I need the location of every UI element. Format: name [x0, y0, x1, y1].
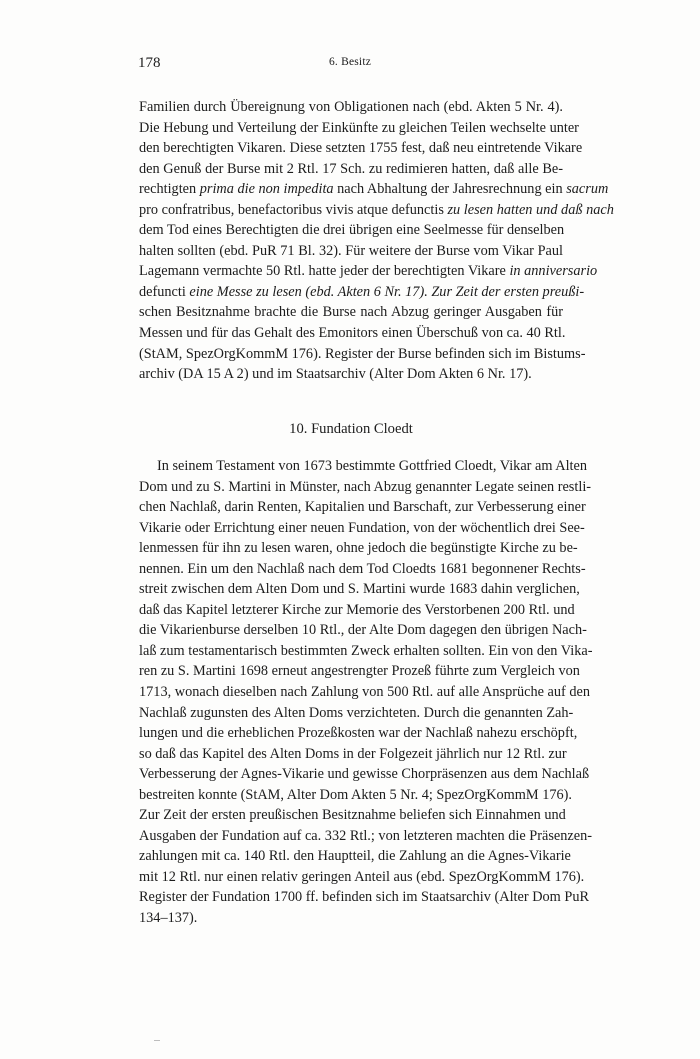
- latin-phrase: zu lesen hatten und daß nach: [443, 201, 614, 218]
- text-segment: den berechtigten Vikaren. Diese setzten 1755 fest, daß neu eintretende Vikare: [139, 140, 583, 157]
- text-segment: defuncti: [139, 283, 186, 300]
- body-text-fundation: [139, 456, 593, 929]
- text-line: laß zum testamentarisch bestimmten Zweck erhalten sollten. Ein von den Vika-: [139, 642, 593, 659]
- paragraph-fundation-cloedt: [139, 456, 593, 929]
- text-line: daß das Kapitel letzterer Kirche zur Memorie des Verstorbenen 200 Rtl. und: [139, 601, 575, 618]
- text-line: [139, 323, 566, 344]
- text-line: [139, 97, 563, 118]
- text-line: Nachlaß zugunsten des Alten Doms verzichteten. Durch die genannten Zah-: [139, 704, 574, 721]
- text-line: [139, 118, 579, 139]
- running-title: 6. Besitz: [328, 56, 372, 68]
- text-line: Dom und zu S. Martini in Münster, nach Abzug genannter Legate seinen restli-: [139, 478, 592, 495]
- text-segment: rechtigten: [139, 181, 200, 198]
- text-line: [139, 241, 563, 262]
- text-line: 134–137).: [139, 910, 198, 927]
- text-line: Register der Fundation 1700 ff. befinden sich im Staatsarchiv (Alter Dom PuR: [139, 889, 590, 906]
- text-line: [139, 200, 614, 221]
- body-text-continued: [139, 97, 614, 385]
- text-line: Verbesserung der Agnes-Vikarie und gewisse Chorpräsenzen aus dem Nachlaß: [139, 766, 590, 783]
- running-head: [138, 55, 562, 79]
- text-line: [139, 261, 598, 282]
- text-line: streit zwischen dem Alten Dom und S. Martini wurde 1683 dahin verglichen,: [139, 581, 580, 598]
- page-number: 178: [138, 55, 161, 71]
- section-heading: 10. Fundation Cloedt: [289, 421, 413, 437]
- text-line: 1713, wonach dieselben nach Zahlung von 500 Rtl. auf alle Ansprüche auf den: [139, 684, 591, 701]
- text-line: die Vikarienburse derselben 10 Rtl., der Alte Dom dagegen den übrigen Nach-: [139, 622, 587, 639]
- text-line: Vikarie oder Errichtung einer neuen Fundation, von der wöchentlich drei See-: [139, 519, 585, 536]
- text-line: lungen und die erheblichen Prozeßkosten war der Nachlaß nahezu erschöpft,: [139, 725, 578, 742]
- latin-phrase: prima die non impedita: [199, 181, 334, 198]
- text-line: [139, 179, 609, 200]
- text-line: Zur Zeit der ersten preußischen Besitznahme beliefen sich Einnahmen und: [139, 807, 566, 824]
- text-line: mit 12 Rtl. nur einen relativ geringen Anteil aus (ebd. SpezOrgKommM 176).: [139, 868, 585, 885]
- latin-phrase: in anniversario: [509, 263, 598, 280]
- text-line: In seinem Testament von 1673 bestimmte Gottfried Cloedt, Vikar am Alten: [157, 458, 588, 474]
- text-line: [139, 344, 586, 365]
- text-line: nennen. Ein um den Nachlaß nach dem Tod Cloedts 1681 begonnener Rechts-: [139, 560, 586, 577]
- text-segment: schen Besitznahme brachte die Burse nach Abzug geringer Ausgaben für: [139, 304, 563, 321]
- text-line: chen Nachlaß, darin Renten, Kapitalien und Barschaft, zur Verbesserung einer: [139, 499, 586, 516]
- text-line: [139, 138, 583, 159]
- text-segment: Familien durch Übereignung von Obligationen nach (ebd. Akten 5 Nr. 4).: [139, 99, 563, 115]
- text-segment: pro confratribus, benefactoribus vivis atque defunctis: [139, 201, 444, 218]
- text-segment: halten sollten (ebd. PuR 71 Bl. 32). Für weitere der Burse vom Vikar Paul: [139, 242, 563, 259]
- latin-phrase: eine Messe zu lesen (ebd. Akten 6 Nr. 17). Zur Zeit der ersten preußi-: [185, 283, 585, 300]
- text-line: so daß das Kapitel des Alten Doms in der Folgezeit jährlich nur 12 Rtl. zur: [139, 745, 567, 762]
- paragraph-burse: [139, 97, 614, 385]
- text-line: ren zu S. Martini 1698 erneut angestrengter Prozeß führte zum Vergleich von: [139, 663, 580, 680]
- text-line: [139, 220, 563, 241]
- text-line: bestreiten konnte (StAM, Alter Dom Akten 5 Nr. 4; SpezOrgKommM 176).: [139, 786, 572, 803]
- text-line: [139, 364, 563, 385]
- text-line: zahlungen mit ca. 140 Rtl. den Hauptteil, die Zahlung an die Agnes-Vikarie: [139, 848, 571, 865]
- text-segment: den Genuß der Burse mit 2 Rtl. 17 Sch. zu redimieren hatten, daß alle Be-: [139, 160, 563, 177]
- text-line: Ausgaben der Fundation auf ca. 332 Rtl.; von letzteren machten die Präsenzen-: [139, 827, 592, 844]
- latin-phrase: sacrum: [566, 181, 609, 198]
- text-line: [139, 282, 585, 303]
- text-segment: nach Abhaltung der Jahresrechnung ein: [333, 181, 567, 198]
- text-segment: (StAM, SpezOrgKommM 176). Register der Burse befinden sich im Bistums-: [139, 345, 586, 362]
- scan-mark: [154, 1040, 160, 1041]
- text-segment: archiv (DA 15 A 2) und im Staatsarchiv (Alter Dom Akten 6 Nr. 17).: [139, 366, 532, 383]
- text-line: [139, 159, 563, 180]
- text-line: [139, 302, 563, 323]
- text-segment: Die Hebung und Verteilung der Einkünfte zu gleichen Teilen wechselte unter: [139, 119, 579, 136]
- text-segment: Messen und für das Gehalt des Emonitors einen Überschuß von ca. 40 Rtl.: [139, 325, 566, 342]
- text-segment: Lagemann vermachte 50 Rtl. hatte jeder der berechtigten Vikare: [139, 263, 510, 280]
- text-line: lenmessen für ihn zu lesen waren, ohne jedoch die begünstigte Kirche zu be-: [139, 540, 578, 557]
- text-segment: dem Tod eines Berechtigten die drei übrigen eine Seelmesse für denselben: [139, 222, 565, 239]
